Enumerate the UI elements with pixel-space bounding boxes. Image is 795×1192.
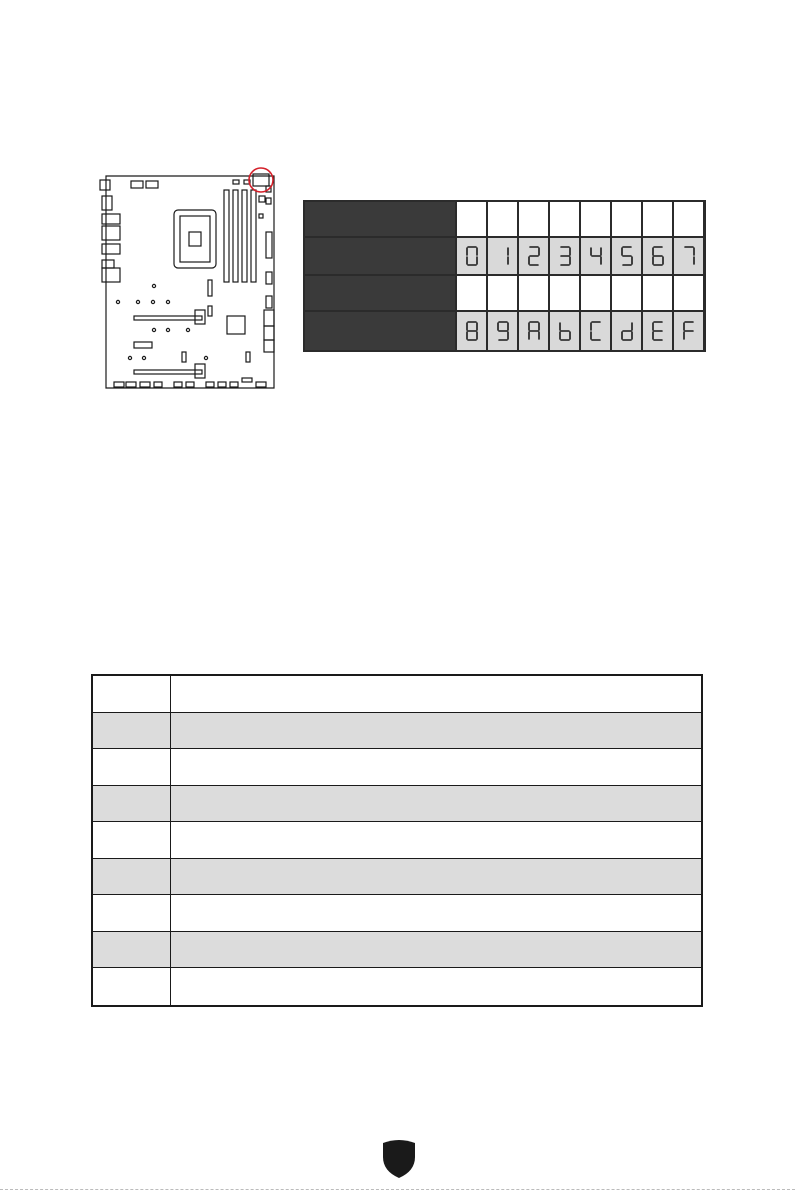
table-cell-code [93, 895, 171, 931]
table-row [93, 822, 701, 859]
code-blank-cell [457, 202, 486, 236]
table-row [93, 932, 701, 969]
code-label-cell [305, 238, 455, 274]
debug-code-table [303, 200, 706, 352]
table-row [93, 968, 701, 1005]
code-blank-cell [581, 276, 610, 310]
code-blank-cell [674, 276, 703, 310]
table-row [93, 859, 701, 896]
code-label-cell [305, 276, 455, 310]
table-cell-code [93, 859, 171, 895]
table-cell-description [171, 822, 701, 858]
table-cell-description [171, 676, 701, 712]
table-cell-code [93, 822, 171, 858]
code-blank-cell [612, 202, 641, 236]
code-blank-cell [457, 276, 486, 310]
table-cell-description [171, 895, 701, 931]
code-blank-cell [643, 202, 672, 236]
code-glyph-cell [550, 312, 579, 350]
code-glyph-cell [519, 238, 548, 274]
code-glyph-cell [488, 312, 517, 350]
table-cell-code [93, 713, 171, 749]
table-cell-description [171, 749, 701, 785]
code-label-cell [305, 312, 455, 350]
code-blank-cell [550, 276, 579, 310]
table-row [93, 749, 701, 786]
code-blank-cell [550, 202, 579, 236]
table-cell-description [171, 968, 701, 1005]
code-blank-cell [488, 202, 517, 236]
code-blank-cell [488, 276, 517, 310]
code-glyph-cell [457, 238, 486, 274]
code-glyph-cell [612, 238, 641, 274]
table-cell-code [93, 932, 171, 968]
code-glyph-cell [581, 312, 610, 350]
info-table [91, 674, 703, 1007]
table-row [93, 676, 701, 713]
table-cell-description [171, 713, 701, 749]
table-cell-description [171, 786, 701, 822]
shield-icon [381, 1137, 417, 1179]
table-row [93, 786, 701, 823]
table-row [93, 713, 701, 750]
table-cell-description [171, 859, 701, 895]
code-glyph-cell [457, 312, 486, 350]
table-cell-code [93, 786, 171, 822]
code-glyph-cell [674, 312, 703, 350]
code-blank-cell [519, 276, 548, 310]
code-glyph-cell [643, 312, 672, 350]
code-label-cell [305, 202, 455, 236]
page-bottom-rule [0, 1189, 795, 1190]
code-glyph-cell [519, 312, 548, 350]
table-cell-description [171, 932, 701, 968]
code-blank-cell [581, 202, 610, 236]
code-blank-cell [674, 202, 703, 236]
table-cell-code [93, 676, 171, 712]
table-cell-code [93, 968, 171, 1005]
code-glyph-cell [643, 238, 672, 274]
code-blank-cell [519, 202, 548, 236]
table-cell-code [93, 749, 171, 785]
table-row [93, 895, 701, 932]
code-glyph-cell [612, 312, 641, 350]
motherboard-diagram [96, 160, 284, 396]
code-glyph-cell [550, 238, 579, 274]
code-glyph-cell [581, 238, 610, 274]
code-blank-cell [612, 276, 641, 310]
code-glyph-cell [674, 238, 703, 274]
code-blank-cell [643, 276, 672, 310]
code-glyph-cell [488, 238, 517, 274]
